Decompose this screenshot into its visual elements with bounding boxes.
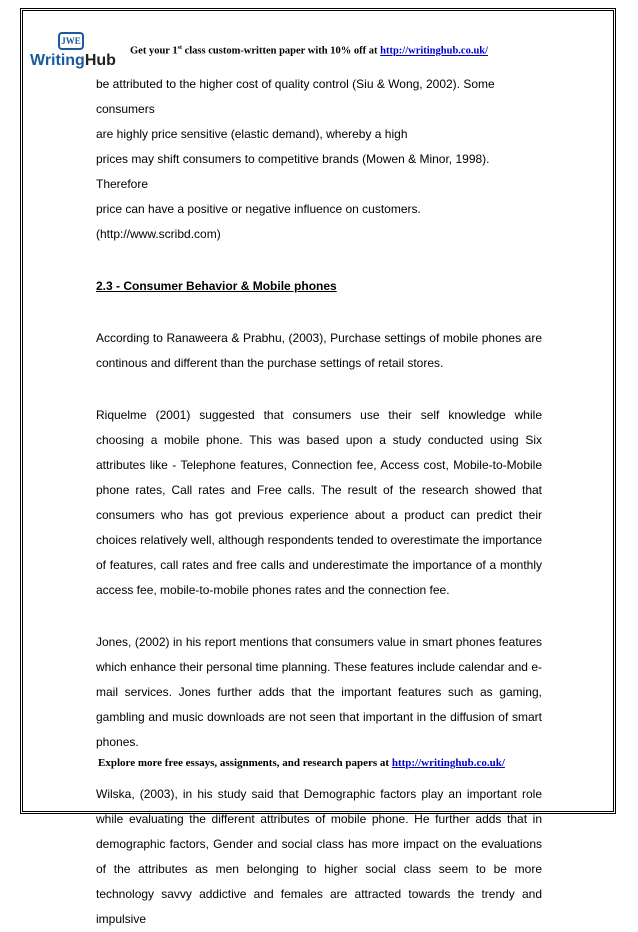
body-line-2: are highly price sensitive (elastic demand), whereby a high	[96, 127, 408, 141]
page-header: Get your 1st class custom-written paper with 10% off at http://writinghub.co.uk/	[130, 45, 489, 57]
paragraph-riquelme: Riquelme (2001) suggested that consumers use their self knowledge while choosing a mobile phone. This was based upon a study conducted using Six attributes like - Telephone features, Connection fee, Access cost, Mobile-to-Mobile phone rates, Call rates and Free calls. The result of the research showed that consumers who has got previous experience about a product can predict their choices relatively well, although respondents tended to overestimate the importance of features, call rates and free calls and underestimate the importance of a monthly access fee, mobile-to-mobile phones rates and the connection fee.	[96, 408, 542, 597]
header-link[interactable]: http://writinghub.co.uk/	[380, 45, 489, 57]
page-footer: Explore more free essays, assignments, and research papers at http://writinghub.co.uk/	[98, 757, 505, 769]
body-line-4: price can have a positive or negative influence on customers. (http://www.scribd.com)	[96, 202, 421, 241]
logo-badge: JWE	[58, 32, 84, 50]
body-line-3: prices may shift consumers to competitive brands (Mowen & Minor, 1998). Therefore	[96, 152, 490, 191]
footer-link[interactable]: http://writinghub.co.uk/	[391, 757, 505, 769]
writinghub-logo	[30, 30, 116, 72]
logo-brand: WritingHub	[30, 52, 116, 69]
document-body	[96, 72, 542, 932]
section-heading: 2.3 - Consumer Behavior & Mobile phones	[96, 279, 337, 293]
paragraph-jones: Jones, (2002) in his report mentions that consumers value in smart phones features which enhance their personal time planning. These features include calendar and e-mail services. Jones further adds that the important features such as gaming, gambling and music downloads are not seen that important in the diffusion of smart phones.	[96, 635, 542, 749]
body-line-1: be attributed to the higher cost of quality control (Siu & Wong, 2002). Some consumers	[96, 77, 495, 116]
paragraph-ranaweera: According to Ranaweera & Prabhu, (2003), Purchase settings of mobile phones are continous and different than the purchase settings of retail stores.	[96, 331, 542, 370]
paragraph-wilska: Wilska, (2003), in his study said that Demographic factors play an important role while evaluating the different attributes of mobile phone. He further adds that in demographic factors, Gender and social class has more impact on the evaluations of the attributes as men belonging to higher social class seem to be more technology savvy addictive and females are attracted towards the trendy and impulsive	[96, 787, 542, 926]
